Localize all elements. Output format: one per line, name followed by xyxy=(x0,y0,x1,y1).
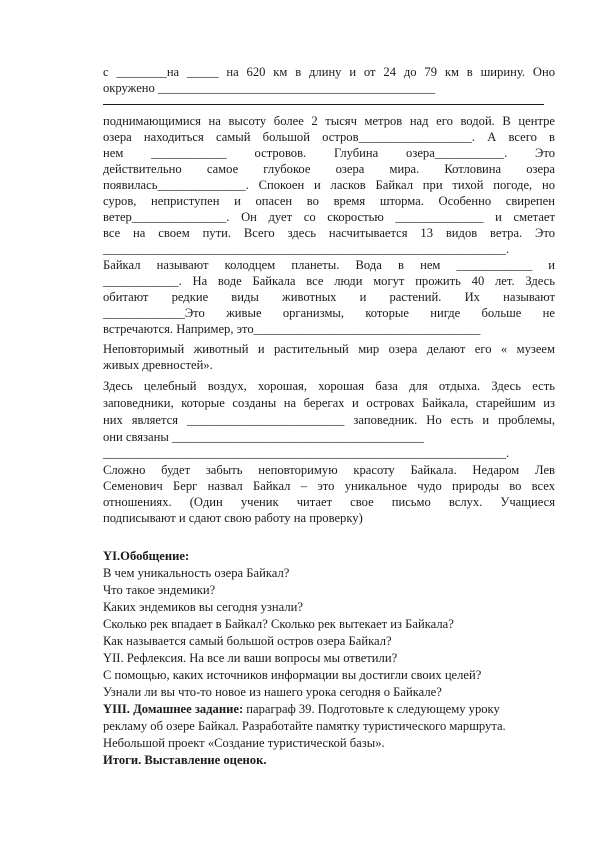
list-item: Как называется самый большой остров озера Байкал? xyxy=(103,634,392,648)
text-line: _____________Это живые организмы, которые нигде больше не xyxy=(103,306,555,320)
text-line: живых древностей». xyxy=(103,358,213,372)
list-item: Что такое эндемики? xyxy=(103,583,216,597)
text-line: отношениях. (Один ученик читает свое письмо вслух. Учащиеся xyxy=(103,495,555,509)
text-line: Семенович Берг назвал Байкал – это уникальное чудо природы во всех xyxy=(103,479,555,493)
text-line: окружено ____________________________________________ xyxy=(103,81,436,95)
text-line: поднимающимися на высоту более 2 тысяч метров над его водой. В центре xyxy=(103,114,555,128)
text-line: появилась______________. Спокоен и ласков Байкал при тихой погоде, но xyxy=(103,178,555,192)
text-line: Сложно будет забыть неповторимую красоту Байкала. Недаром Лев xyxy=(103,463,555,477)
text-line: ____________. На воде Байкала все люди могут прожить 40 лет. Здесь xyxy=(103,274,555,288)
text-line: нем ____________ островов. Глубина озера___________. Это xyxy=(103,146,555,160)
text-line: встречаются. Например, это____________________________________ xyxy=(103,322,481,336)
text-line: Небольшой проект «Создание туристической базы». xyxy=(103,736,385,750)
text-line: ________________________________________________________________. xyxy=(103,242,510,256)
list-item: Узнали ли вы что-то новое из нашего урока сегодня о Байкале? xyxy=(103,685,442,699)
text-line: они связаны ________________________________________ xyxy=(103,430,424,444)
section-heading: Итоги. Выставление оценок. xyxy=(103,753,267,767)
text-line: ________________________________________________________________. xyxy=(103,446,510,460)
text-line: рекламу об озере Байкал. Разработайте памятку туристического маршрута. xyxy=(103,719,506,733)
text-line: Байкал называют колодцем планеты. Вода в нем ____________ и xyxy=(103,258,555,272)
text-line: заповедники, которые созданы на берегах и островах Байкала, старейшим из xyxy=(103,396,555,410)
text-line: подписывают и сдают свою работу на проверку) xyxy=(103,511,363,525)
text-line: действительно самое глубокое озера мира. Котловина озера xyxy=(103,162,555,176)
section-heading: YII. Рефлексия. На все ли ваши вопросы мы ответили? xyxy=(103,651,398,665)
text-line: с ________на _____ на 620 км в длину и от 24 до 79 км в ширину. Оно xyxy=(103,65,555,79)
homework-line xyxy=(103,701,555,717)
list-item: В чем уникальность озера Байкал? xyxy=(103,566,290,580)
text-line: Здесь целебный воздух, хорошая, хорошая база для отдыха. Здесь есть xyxy=(103,379,555,393)
homework-heading: YIII. Домашнее задание: xyxy=(103,702,244,716)
section-heading: YI.Обобщение: xyxy=(103,549,190,563)
text-line: все на своем пути. Всего здесь насчитывается 13 видов ветра. Это xyxy=(103,226,555,240)
list-item: Каких эндемиков вы сегодня узнали? xyxy=(103,600,303,614)
list-item: Сколько рек впадает в Байкал? Сколько рек вытекает из Байкала? xyxy=(103,617,454,631)
text-line: суров, неприступен и опасен во время шторма. Особенно свирепен xyxy=(103,194,555,208)
homework-text: параграф 39. Подготовьте к следующему уроку xyxy=(243,702,500,716)
list-item: С помощью, каких источников информации вы достигли своих целей? xyxy=(103,668,482,682)
blank-fill-line xyxy=(103,104,544,105)
text-line: них является _________________________ заповедник. Но есть и проблемы, xyxy=(103,413,555,427)
text-line: обитают редкие виды животных и растений. Их называют xyxy=(103,290,555,304)
text-line: Неповторимый животный и растительный мир озера делают его « музеем xyxy=(103,342,555,356)
text-line: озера находиться самый большой остров__________________. А всего в xyxy=(103,130,555,144)
text-line: ветер_______________. Он дует со скоростью ______________ и сметает xyxy=(103,210,555,224)
